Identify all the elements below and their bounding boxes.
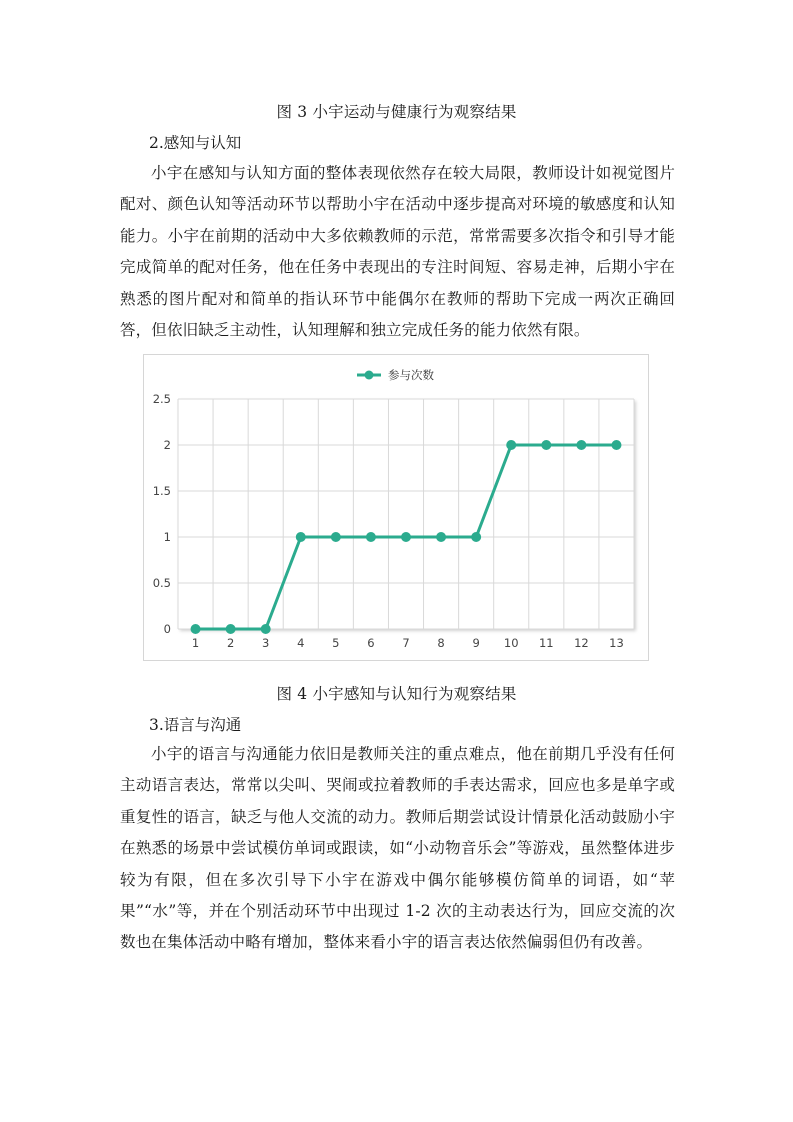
- data-point: [436, 532, 446, 542]
- x-tick-label: 7: [402, 636, 410, 650]
- x-tick-label: 3: [262, 636, 270, 650]
- section-2-heading: 2.感知与认知: [149, 134, 242, 152]
- x-tick-label: 4: [297, 636, 305, 650]
- y-tick-label: 2: [163, 438, 171, 452]
- y-tick-label: 0: [163, 622, 171, 636]
- figure-4-caption: 图 4 小宇感知与认知行为观察结果: [276, 685, 517, 703]
- data-point: [191, 624, 201, 634]
- x-tick-label: 6: [367, 636, 375, 650]
- data-point: [506, 440, 516, 450]
- data-point: [401, 532, 411, 542]
- x-tick-label: 8: [437, 636, 445, 650]
- x-tick-label: 10: [503, 636, 519, 650]
- x-tick-label: 13: [609, 636, 624, 650]
- x-tick-label: 9: [472, 636, 480, 650]
- y-tick-label: 2.5: [152, 392, 171, 406]
- plot-area: [178, 399, 634, 629]
- x-tick-label: 5: [332, 636, 340, 650]
- data-point: [296, 532, 306, 542]
- x-tick-label: 11: [538, 636, 554, 650]
- x-tick-label: 2: [226, 636, 235, 650]
- y-tick-label: 0.5: [152, 576, 171, 590]
- data-point: [366, 532, 376, 542]
- y-tick-label: 1.5: [152, 484, 171, 498]
- y-tick-label: 1: [163, 530, 171, 544]
- data-point: [226, 624, 236, 634]
- chart-frame: [143, 354, 649, 661]
- data-point: [541, 440, 551, 450]
- x-tick-label: 1: [191, 636, 200, 650]
- data-point: [611, 440, 621, 450]
- section-2-paragraph: 小宇在感知与认知方面的整体表现依然存在较大局限，教师设计如视觉图片配对、颜色认知等活动环节以帮助小宇在活动中逐步提高对环境的敏感度和认知能力。小宇在前期的活动中大多依赖教师的示范，常常需要多次指令和引导才能完成简单的配对任务，他在任务中表现出的专注时间短、容易走神，后期小宇在熟悉的图片配对和简单的指认环节中能偶尔在教师的帮助下完成一两次正确回答，但依旧缺乏主动性，认知理解和独立完成任务的能力依然有限。: [120, 164, 675, 340]
- figure-3-caption: 图 3 小宇运动与健康行为观察结果: [276, 103, 517, 121]
- section-3-heading: 3.语言与沟通: [149, 716, 242, 734]
- legend-point-marker: [365, 371, 374, 380]
- data-point: [261, 624, 271, 634]
- x-tick-label: 12: [574, 636, 589, 650]
- data-point: [471, 532, 481, 542]
- legend-label: 参与次数: [388, 368, 434, 382]
- line-chart: [144, 355, 648, 660]
- data-point: [576, 440, 586, 450]
- section-3-paragraph: 小宇的语言与沟通能力依旧是教师关注的重点难点，他在前期几乎没有任何主动语言表达，常常以尖叫、哭闹或拉着教师的手表达需求，回应也多是单字或重复性的语言，缺乏与他人交流的动力。教师后期尝试设计情景化活动鼓励小宇在熟悉的场景中尝试模仿单词或跟读，如“小动物音乐会”等游戏，虽然整体进步较为有限，但在多次引导下小宇在游戏中偶尔能够模仿简单的词语，如“苹果”“水”等，并在个别活动环节中出现过 1-2 次的主动表达行为，回应交流的次数也在集体活动中略有增加，整体来看小宇的语言表达依然偏弱但仍有改善。: [120, 745, 675, 952]
- data-point: [331, 532, 341, 542]
